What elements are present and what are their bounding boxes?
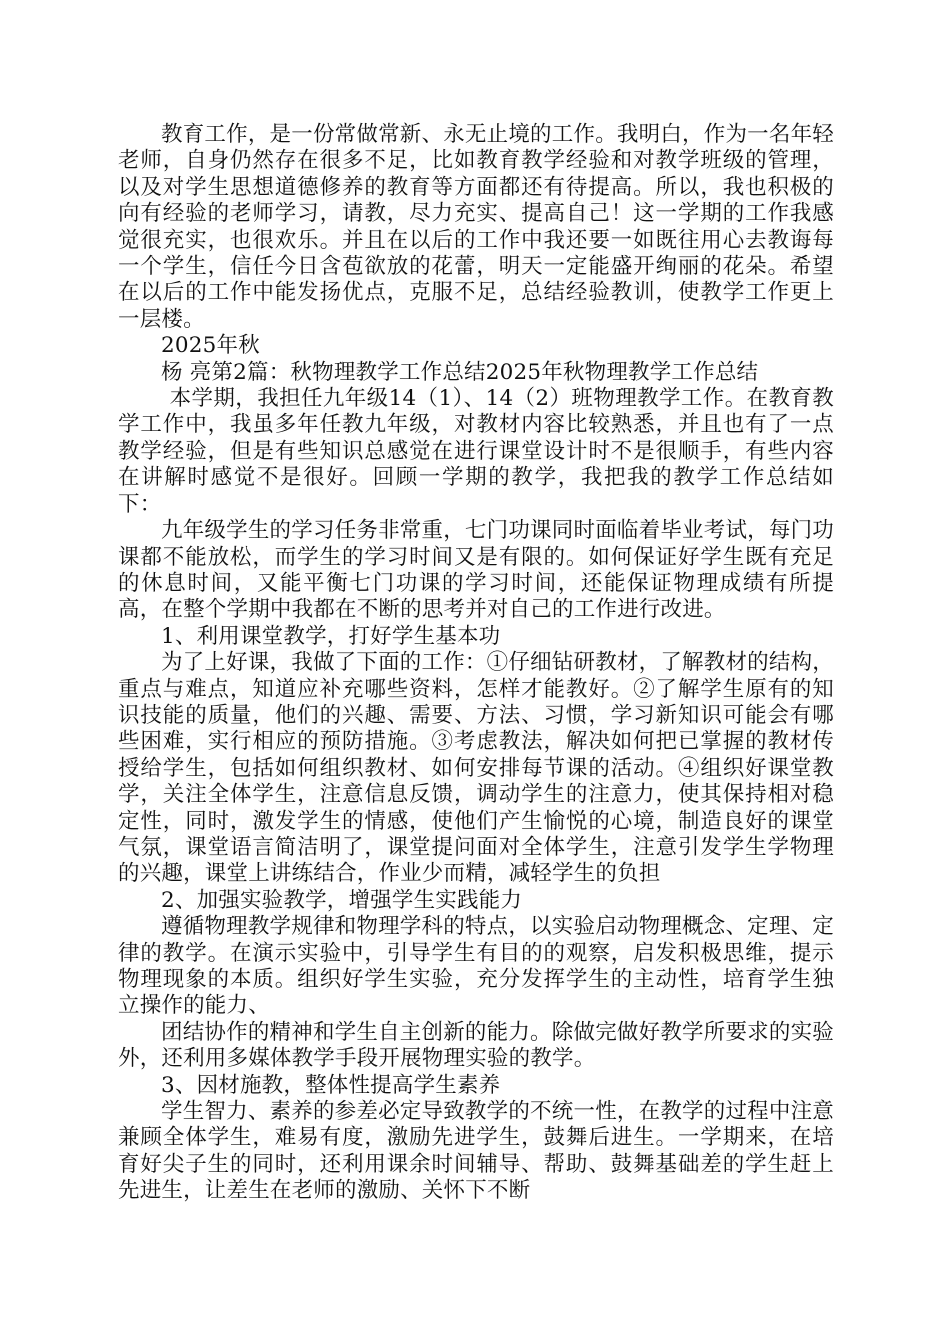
- paragraph-section-2a: 遵循物理教学规律和物理学科的特点，以实验启动物理概念、定理、定律的教学。在演示实验中，引导学生有目的的观察，启发积极思维，提示物理现象的本质。组织好学生实验，充分发挥学生的主动性，培育学生独立操作的能力、: [118, 914, 834, 1019]
- paragraph-section-2b: 团结协作的精神和学生自主创新的能力。除做完做好教学所要求的实验外，还利用多媒体教学手段开展物理实验的教学。: [118, 1019, 834, 1072]
- section-heading-3: 3、因材施教，整体性提高学生素养: [161, 1072, 501, 1098]
- paragraph-background: 九年级学生的学习任务非常重，七门功课同时面临着毕业考试，每门功课都不能放松，而学生的学习时间又是有限的。如何保证好学生既有充足的休息时间，又能平衡七门功课的学习时间，还能保证物理成绩有所提高，在整个学期中我都在不断的思考并对自己的工作进行改进。: [118, 518, 834, 623]
- paragraph-section-3: 学生智力、素养的参差必定导致教学的不统一性，在教学的过程中注意兼顾全体学生，难易有度，激励先进学生，鼓舞后进生。一学期来，在培育好尖子生的同时，还利用课余时间辅导、帮助、鼓舞基础差的学生赶上先进生，让差生在老师的激励、关怀下不断: [118, 1099, 834, 1204]
- author-title-line: 杨 亮第2篇：秋物理教学工作总结2025年秋物理教学工作总结: [161, 359, 759, 385]
- paragraph-intro: 本学期，我担任九年级14（1）、14（2）班物理教学工作。在教育教学工作中，我虽多年任教九年级，对教材内容比较熟悉，并且也有了一点教学经验，但是有些知识总感觉在进行课堂设计时不是很顺手，有些内容在讲解时感觉不是很好。回顾一学期的教学，我把我的教学工作总结如下：: [118, 386, 834, 517]
- paragraph-section-1: 为了上好课，我做了下面的工作：①仔细钻研教材，了解教材的结构，重点与难点，知道应补充哪些资料，怎样才能教好。②了解学生原有的知识技能的质量，他们的兴趣、需要、方法、习惯，学习新知识可能会有哪些困难，实行相应的预防措施。③考虑教法，解决如何把已掌握的教材传授给学生，包括如何组织教材、如何安排每节课的活动。④组织好课堂教学，关注全体学生，注意信息反馈，调动学生的注意力，使其保持相对稳定性，同时，激发学生的情感，使他们产生愉悦的心境，制造良好的课堂气氛，课堂语言简洁明了，课堂提问面对全体学生，注意引发学生学物理的兴趣，课堂上讲练结合，作业少而精，减轻学生的负担: [118, 650, 834, 887]
- date-line: 2025年秋: [161, 333, 260, 359]
- section-heading-1: 1、利用课堂教学，打好学生基本功: [161, 623, 501, 649]
- paragraph-1: 教育工作，是一份常做常新、永无止境的工作。我明白，作为一名年轻老师，自身仍然存在很多不足，比如教育教学经验和对教学班级的管理，以及对学生思想道德修养的教育等方面都还有待提高。所以，我也积极的向有经验的老师学习，请教，尽力充实、提高自己！这一学期的工作我感觉很充实，也很欢乐。并且在以后的工作中我还要一如既往用心去教诲每一个学生，信任今日含苞欲放的花蕾，明天一定能盛开绚丽的花朵。希望在以后的工作中能发扬优点，克服不足，总结经验教训，使教学工作更上一层楼。: [118, 122, 834, 332]
- document-page: [118, 122, 834, 1205]
- section-heading-2: 2、加强实验教学，增强学生实践能力: [161, 887, 523, 913]
